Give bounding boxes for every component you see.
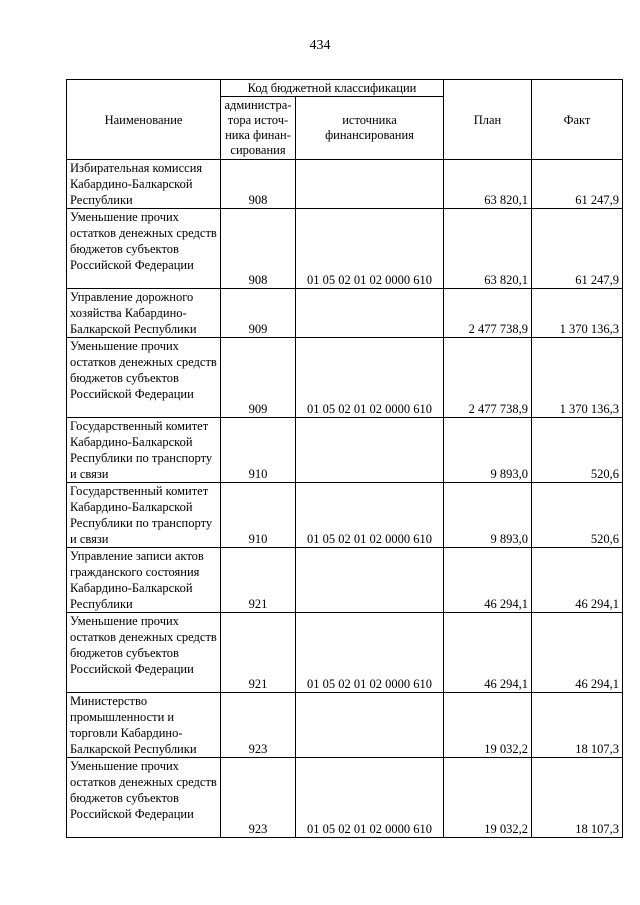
row-plan: 63 820,1 [444,209,532,289]
row-plan: 46 294,1 [444,613,532,693]
row-plan: 19 032,2 [444,693,532,758]
header-row-group [67,80,623,97]
row-name: Избирательная комиссия Кабардино-Балкарской Республики [67,160,221,209]
row-name: Государственный комитет Кабардино-Балкарской Республики по транспорту и связи [67,418,221,483]
header-admin: администра-тора источ-ника финан-сирования [221,97,296,160]
row-source-code [296,160,444,209]
row-source-code: 01 05 02 01 02 0000 610 [296,209,444,289]
header-fact: Факт [532,80,623,160]
header-code-group: Код бюджетной классификации [221,80,444,97]
row-admin-code: 923 [221,758,296,838]
row-name: Государственный комитет Кабардино-Балкарской Республики по транспорту и связи [67,483,221,548]
row-fact: 520,6 [532,483,623,548]
row-name: Министерство промышленности и торговли Кабардино-Балкарской Республики [67,693,221,758]
row-plan: 63 820,1 [444,160,532,209]
table-row [67,693,623,758]
row-admin-code: 908 [221,160,296,209]
row-name: Управление записи актов гражданского состояния Кабардино-Балкарской Республики [67,548,221,613]
row-source-code: 01 05 02 01 02 0000 610 [296,338,444,418]
row-admin-code: 909 [221,338,296,418]
row-source-code: 01 05 02 01 02 0000 610 [296,483,444,548]
row-fact: 520,6 [532,418,623,483]
row-name: Уменьшение прочих остатков денежных средств бюджетов субъектов Российской Федерации [67,758,221,838]
row-plan: 19 032,2 [444,758,532,838]
row-name: Управление дорожного хозяйства Кабардино-Балкарской Республики [67,289,221,338]
table-row [67,548,623,613]
row-source-code: 01 05 02 01 02 0000 610 [296,613,444,693]
row-admin-code: 923 [221,693,296,758]
table-row [67,160,623,209]
budget-table [66,79,623,838]
row-fact: 46 294,1 [532,613,623,693]
row-fact: 18 107,3 [532,693,623,758]
row-source-code [296,693,444,758]
row-plan: 9 893,0 [444,483,532,548]
row-source-code: 01 05 02 01 02 0000 610 [296,758,444,838]
row-name: Уменьшение прочих остатков денежных средств бюджетов субъектов Российской Федерации [67,338,221,418]
table-row [67,209,623,289]
row-plan: 2 477 738,9 [444,289,532,338]
row-plan: 2 477 738,9 [444,338,532,418]
row-fact: 1 370 136,3 [532,338,623,418]
table-row [67,338,623,418]
table-row [67,418,623,483]
header-name: Наименование [67,80,221,160]
row-name: Уменьшение прочих остатков денежных средств бюджетов субъектов Российской Федерации [67,613,221,693]
row-source-code [296,548,444,613]
row-fact: 61 247,9 [532,209,623,289]
page-number: 434 [309,38,331,53]
row-plan: 9 893,0 [444,418,532,483]
table-row [67,758,623,838]
row-admin-code: 910 [221,418,296,483]
table-row [67,613,623,693]
row-plan: 46 294,1 [444,548,532,613]
row-admin-code: 910 [221,483,296,548]
row-fact: 61 247,9 [532,160,623,209]
row-admin-code: 921 [221,548,296,613]
table-row [67,483,623,548]
row-fact: 18 107,3 [532,758,623,838]
header-plan: План [444,80,532,160]
row-fact: 46 294,1 [532,548,623,613]
row-admin-code: 908 [221,209,296,289]
header-source: источника финансирования [296,97,444,160]
row-source-code [296,289,444,338]
table-body [67,160,623,838]
row-admin-code: 921 [221,613,296,693]
row-name: Уменьшение прочих остатков денежных средств бюджетов субъектов Российской Федерации [67,209,221,289]
row-fact: 1 370 136,3 [532,289,623,338]
row-source-code [296,418,444,483]
row-admin-code: 909 [221,289,296,338]
table-row [67,289,623,338]
